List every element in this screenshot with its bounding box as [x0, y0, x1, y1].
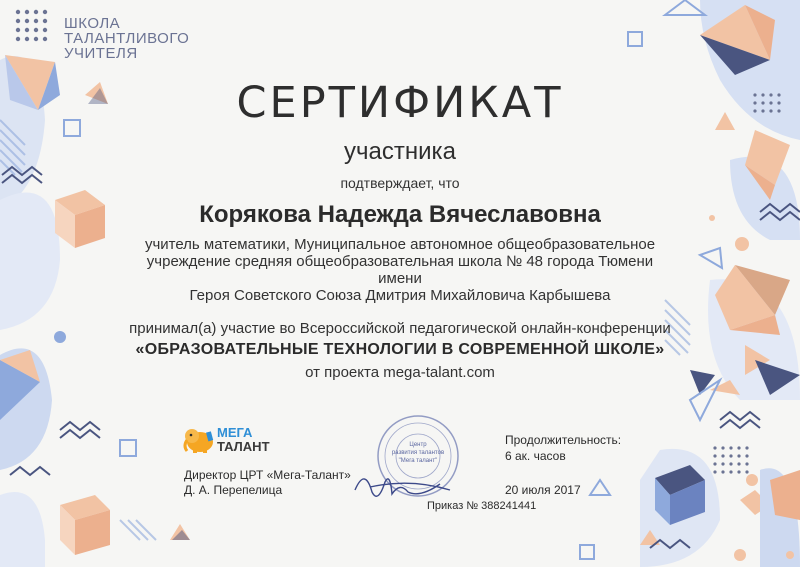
stamp-line2: развития талантов — [391, 450, 445, 456]
certificate-date: 20 июля 2017 — [505, 483, 581, 497]
left-decor — [0, 55, 190, 567]
certificate-title: СЕРТИФИКАТ — [236, 78, 564, 128]
position-line1: учитель математики, Муниципальное автономное общеобразовательное — [144, 236, 656, 253]
school-logo-line2: ТАЛАНТЛИВОГО — [64, 30, 190, 47]
mega-talant-logo — [183, 424, 273, 458]
mega-logo-line2: ТАЛАНТ — [217, 439, 270, 454]
mega-logo-line1: МЕГА — [217, 425, 253, 440]
mega-talant-logo-text — [217, 426, 270, 454]
from-project-text: от проекта mega-talant.com — [305, 364, 495, 381]
position-line3: Героя Советского Союза Дмитрия Михайловича Карбышева — [189, 287, 611, 304]
duration-block — [505, 432, 621, 464]
school-logo — [14, 8, 214, 68]
school-logo-line1: ШКОЛА — [64, 15, 121, 32]
elephant-icon — [183, 424, 217, 454]
director-title: Директор ЦРТ «Мега-Талант» — [184, 468, 351, 482]
school-logo-text — [64, 16, 189, 61]
school-logo-line3: УЧИТЕЛЯ — [64, 45, 138, 62]
director-block — [184, 468, 351, 498]
duration-label: Продолжительность: — [505, 433, 622, 447]
dot-grid-icon — [14, 8, 48, 42]
stamp-line3: "Мега талант" — [398, 458, 438, 464]
confirms-text: подтверждает, что — [340, 175, 460, 191]
order-number: Приказ № 388241441 — [427, 500, 537, 512]
position-line2: учреждение средняя общеобразовательная школа № 48 города Тюмени имени — [146, 253, 654, 287]
stamp-line1: Центр — [409, 442, 427, 448]
recipient-position — [140, 236, 660, 304]
director-name: Д. А. Перепелица — [184, 483, 283, 497]
duration-value: 6 ак. часов — [505, 449, 566, 463]
recipient-name: Корякова Надежда Вячеславовна — [199, 201, 601, 228]
conference-name: «ОБРАЗОВАТЕЛЬНЫЕ ТЕХНОЛОГИИ В СОВРЕМЕННОЙ ШКОЛЕ» — [135, 341, 665, 358]
participation-text: принимал(а) участие во Всероссийской педагогической онлайн-конференции — [129, 320, 671, 337]
certificate-subtitle: участника — [344, 138, 456, 165]
